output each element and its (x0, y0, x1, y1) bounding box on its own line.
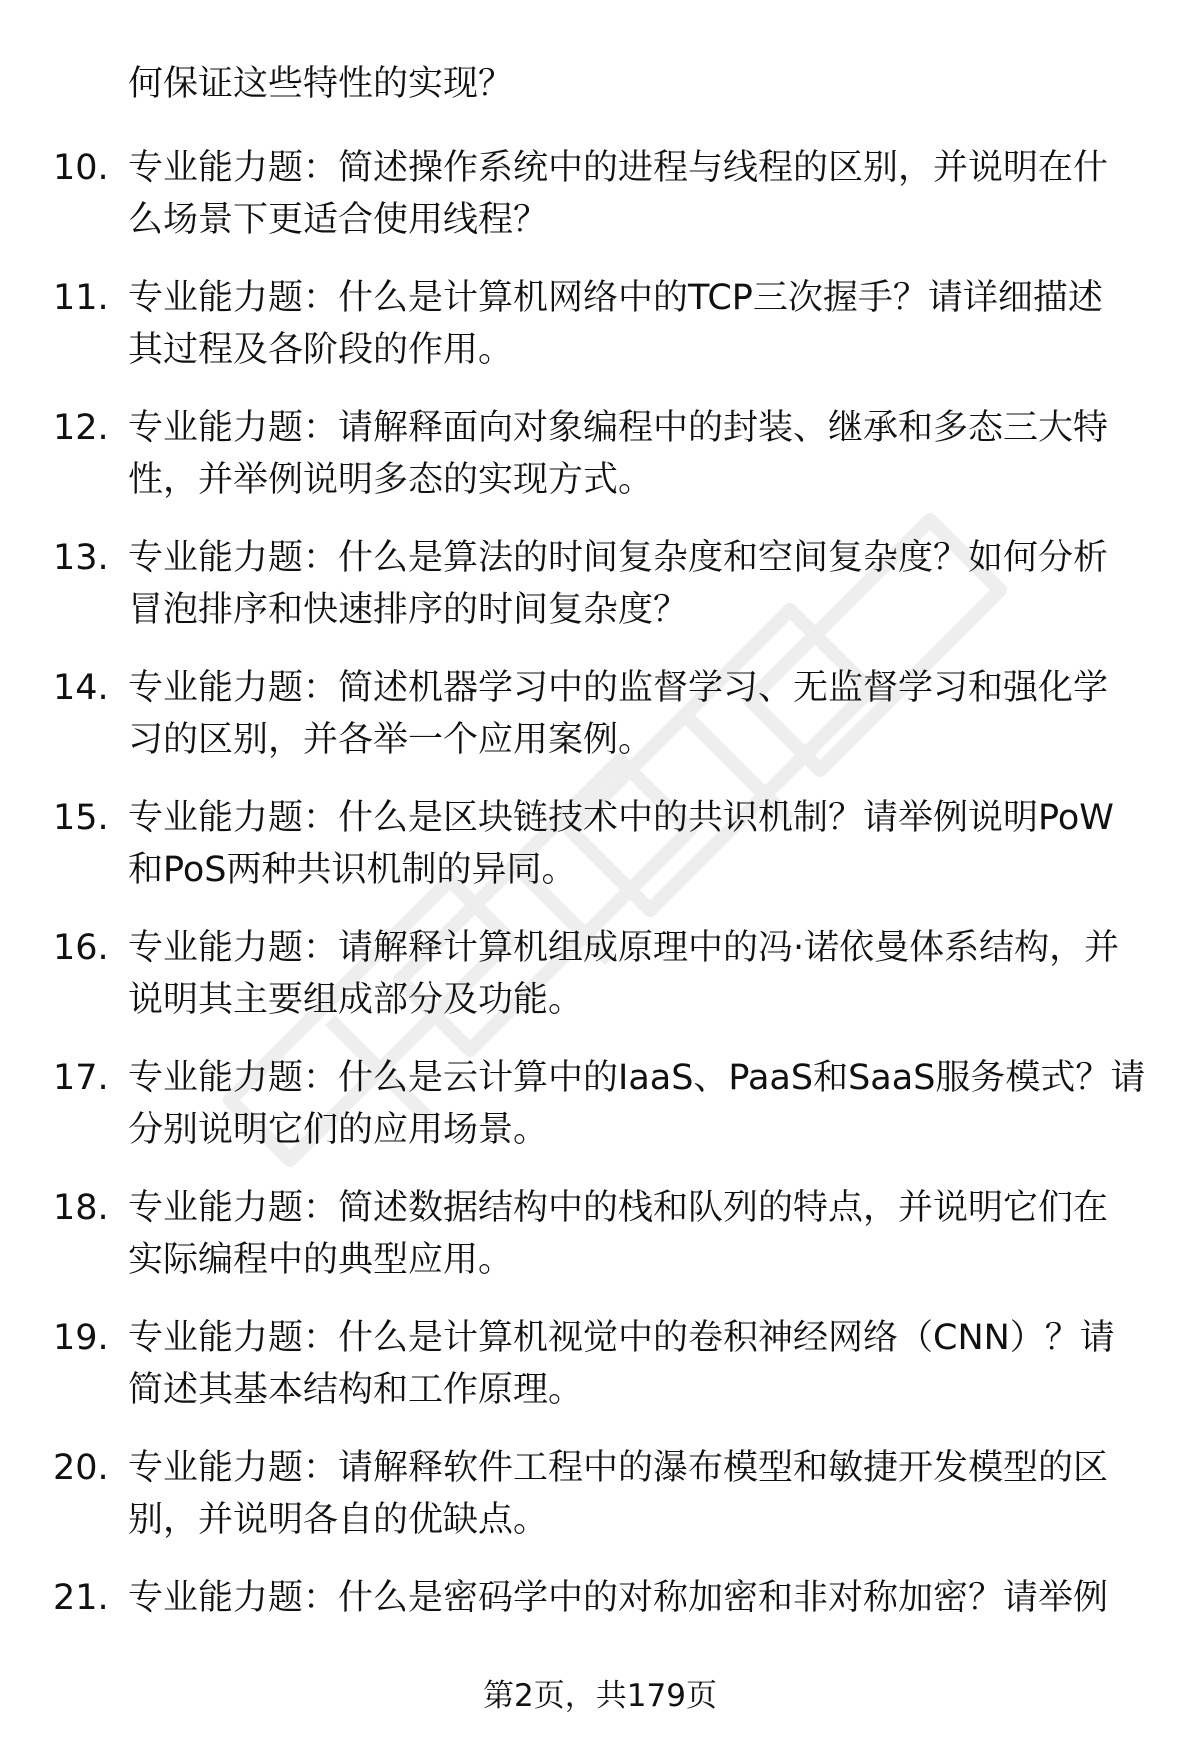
question-item (0, 1052, 1200, 1156)
question-item (0, 1442, 1200, 1546)
page-footer: 第2页，共179页 (483, 1678, 717, 1714)
question-text-line: 专业能力题：请解释面向对象编程中的封装、继承和多态三大特 (128, 408, 1109, 448)
question-text-line: 习的区别，并各举一个应用案例。 (128, 720, 654, 760)
question-number: 15. (53, 798, 109, 838)
question-number: 11. (53, 278, 109, 318)
question-text-line: 专业能力题：请解释计算机组成原理中的冯·诺依曼体系结构，并 (128, 928, 1120, 968)
question-number: 17. (53, 1058, 109, 1098)
question-text-line: 么场景下更适合使用线程？ (128, 200, 549, 240)
question-text-line: 别，并说明各自的优缺点。 (128, 1500, 549, 1540)
question-item (0, 1182, 1200, 1286)
question-number: 12. (53, 408, 109, 448)
continuation-text: 何保证这些特性的实现？ (128, 64, 514, 104)
question-text-line: 专业能力题：什么是密码学中的对称加密和非对称加密？请举例 (128, 1578, 1109, 1618)
question-text-line: 实际编程中的典型应用。 (128, 1240, 514, 1280)
question-text-line: 性，并举例说明多态的实现方式。 (128, 460, 654, 500)
question-text-line: 其过程及各阶段的作用。 (128, 330, 514, 370)
question-number: 13. (53, 538, 109, 578)
question-number: 10. (53, 148, 109, 188)
question-text-line: 分别说明它们的应用场景。 (128, 1110, 549, 1150)
question-item (0, 1572, 1200, 1676)
question-text-line: 和PoS两种共识机制的异同。 (128, 850, 577, 890)
question-item (0, 1312, 1200, 1416)
question-item (0, 792, 1200, 896)
question-text-line: 专业能力题：什么是计算机网络中的TCP三次握手？请详细描述 (128, 278, 1103, 318)
question-text-line: 说明其主要组成部分及功能。 (128, 980, 584, 1020)
question-item (0, 922, 1200, 1026)
question-number: 18. (53, 1188, 109, 1228)
question-text-line: 专业能力题：什么是区块链技术中的共识机制？请举例说明PoW (128, 798, 1114, 838)
question-text-line: 专业能力题：请解释软件工程中的瀑布模型和敏捷开发模型的区 (128, 1448, 1109, 1488)
question-number: 20. (53, 1448, 109, 1488)
question-item (0, 532, 1200, 636)
question-text-line: 简述其基本结构和工作原理。 (128, 1370, 584, 1410)
question-text-line: 专业能力题：简述数据结构中的栈和队列的特点，并说明它们在 (128, 1188, 1109, 1228)
question-number: 14. (53, 668, 109, 708)
question-item (0, 142, 1200, 246)
question-number: 19. (53, 1318, 109, 1358)
question-list (0, 142, 1200, 1702)
question-text-line: 专业能力题：什么是算法的时间复杂度和空间复杂度？如何分析 (128, 538, 1109, 578)
question-text-line: 专业能力题：什么是云计算中的IaaS、PaaS和SaaS服务模式？请 (128, 1058, 1146, 1098)
question-item (0, 662, 1200, 766)
question-item (0, 272, 1200, 376)
question-text-line: 专业能力题：简述操作系统中的进程与线程的区别，并说明在什 (128, 148, 1109, 188)
question-number: 16. (53, 928, 109, 968)
question-text-line: 冒泡排序和快速排序的时间复杂度？ (128, 590, 689, 630)
question-text-line: 专业能力题：什么是计算机视觉中的卷积神经网络（CNN）？请 (128, 1318, 1115, 1358)
question-text-line: 专业能力题：简述机器学习中的监督学习、无监督学习和强化学 (128, 668, 1109, 708)
question-item (0, 402, 1200, 506)
question-number: 21. (53, 1578, 109, 1618)
